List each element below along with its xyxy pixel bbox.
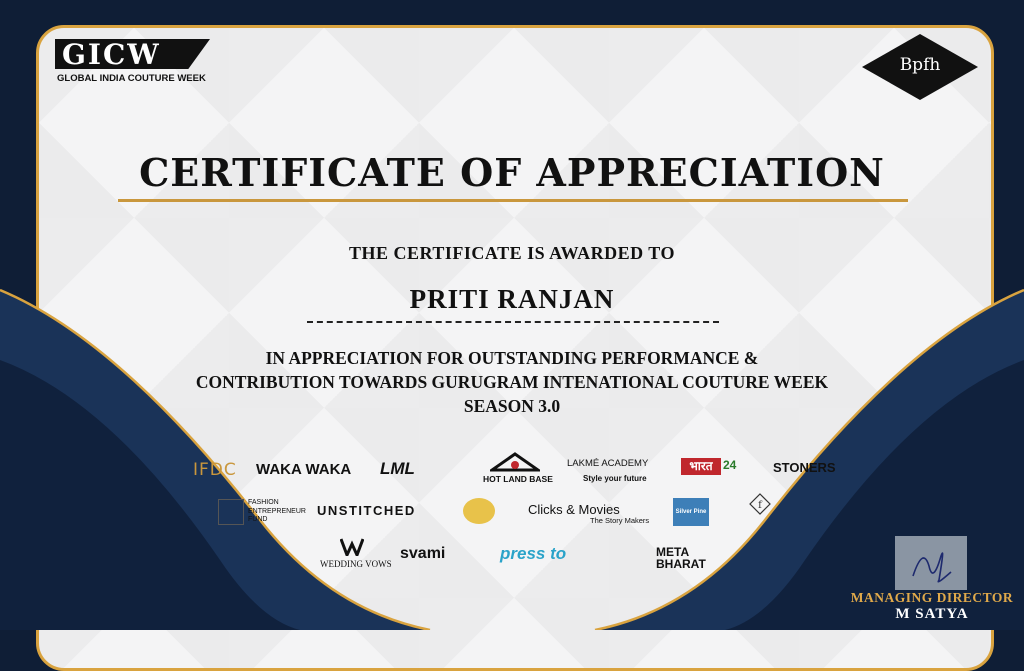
unstitched-logo: UNSTITCHED — [317, 503, 416, 518]
pressto-logo: press to — [500, 544, 567, 563]
body-line-2: CONTRIBUTION TOWARDS GURUGRAM INTENATIONAL COUTURE WEEK — [195, 372, 829, 392]
gicw-logo: GICW — [62, 38, 161, 71]
hotland-logo: HOT LAND BASE — [483, 474, 553, 484]
meta-bharat-logo — [656, 546, 706, 570]
silver-pine-logo: Silver Pine — [673, 498, 709, 526]
title-underline — [118, 199, 908, 202]
meta-line-2: BHARAT — [656, 557, 706, 571]
ifdc-logo: IFDC — [193, 460, 237, 480]
signature-image — [895, 536, 967, 590]
bpfh-logo-text: Bpfh — [899, 55, 941, 75]
lakme-tagline: Style your future — [583, 474, 647, 483]
name-dashed-line — [307, 321, 719, 323]
wedding-vows-icon — [340, 538, 364, 556]
certificate-title: CERTIFICATE OF APPRECIATION — [139, 150, 885, 195]
lml-logo: LML — [380, 459, 415, 478]
sticker-logo — [463, 498, 495, 524]
recipient-name: PRITI RANJAN — [409, 284, 615, 314]
bharat-logo: भारत — [681, 458, 721, 475]
clicks-movies-logo: Clicks & Movies — [528, 502, 620, 517]
clicks-movies-tagline: The Story Makers — [590, 516, 650, 525]
managing-director-name: M SATYA — [895, 606, 969, 622]
fef-line-3: FUND — [248, 516, 268, 523]
gicw-subtitle: GLOBAL INDIA COUTURE WEEK — [57, 73, 206, 84]
svg-text:f: f — [758, 500, 762, 511]
wedding-vows-logo: WEDDING VOWS — [320, 559, 392, 569]
spa-diamond-icon — [749, 493, 771, 515]
lakme-logo: LAKMÉ ACADEMY — [567, 458, 649, 469]
body-line-1: IN APPRECIATION FOR OUTSTANDING PERFORMANCE & — [265, 348, 759, 368]
signature-scribble-icon — [895, 536, 967, 590]
fef-logo-mark — [218, 499, 244, 525]
awarded-to-text: THE CERTIFICATE IS AWARDED TO — [349, 243, 675, 263]
body-line-3: SEASON 3.0 — [463, 396, 561, 416]
bharat-number: 24 — [723, 458, 737, 472]
meta-line-1: META — [656, 545, 690, 559]
wakawaka-logo: WAKA WAKA — [256, 461, 352, 478]
managing-director-title: MANAGING DIRECTOR — [850, 590, 1014, 605]
fef-logo — [248, 499, 306, 525]
fef-line-1: FASHION — [248, 499, 279, 506]
stoners-logo: STONERS — [773, 460, 836, 475]
bpfh-logo — [862, 34, 978, 100]
fef-line-2: ENTREPRENEUR — [248, 507, 306, 515]
svami-logo: svami — [400, 545, 446, 562]
house-icon — [490, 452, 540, 472]
